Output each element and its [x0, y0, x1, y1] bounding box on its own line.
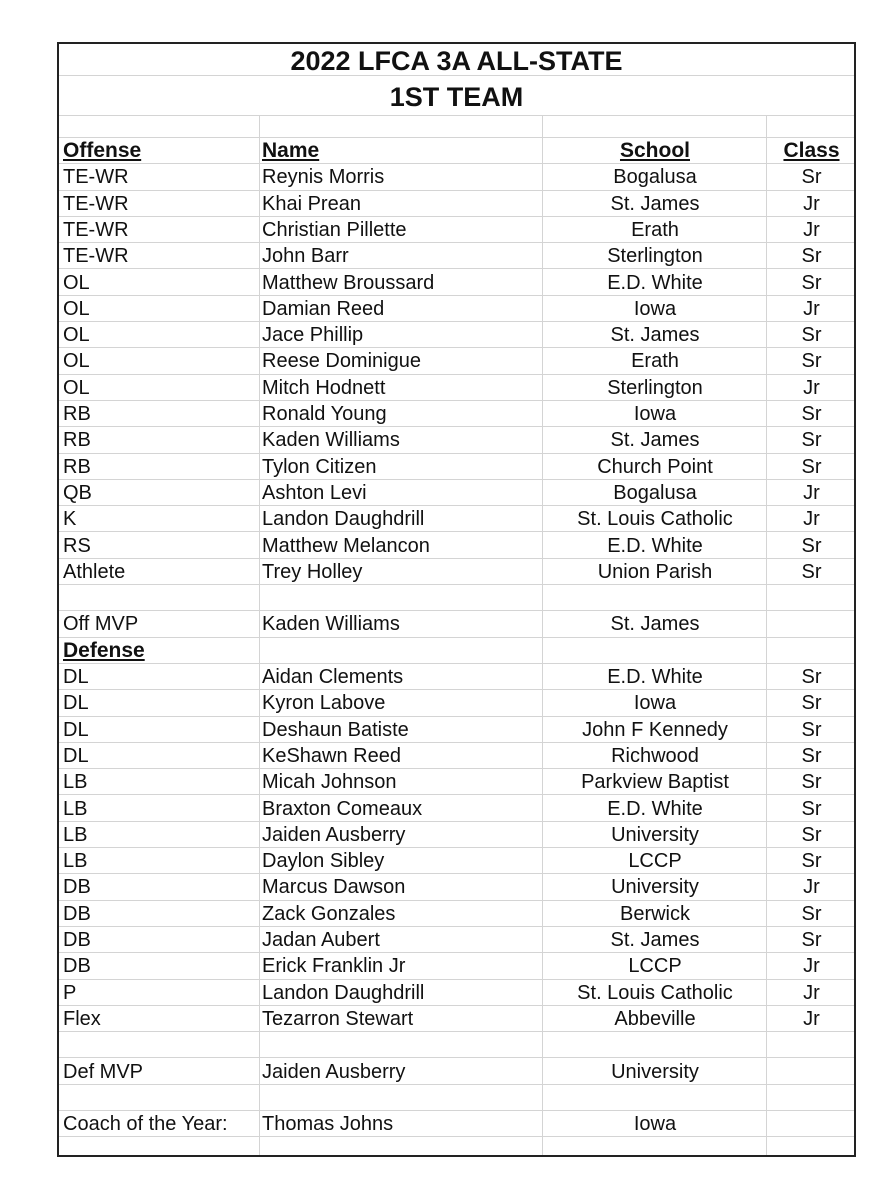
table-row	[59, 743, 854, 769]
table-row	[59, 717, 854, 743]
player-name-cell: KeShawn Reed	[262, 744, 401, 767]
defense-heading: Defense	[63, 638, 145, 662]
table-row	[59, 874, 854, 900]
spacer-row	[59, 116, 854, 138]
class-cell: Sr	[801, 771, 822, 794]
position-cell: DL	[63, 692, 89, 715]
school-cell: John F Kennedy	[582, 718, 728, 741]
table-row	[59, 559, 854, 585]
school-cell: E.D. White	[607, 666, 703, 688]
class-cell: Sr	[801, 403, 822, 425]
school-cell: St. Louis Catholic	[577, 508, 733, 531]
table-row	[59, 690, 854, 716]
table-row	[59, 322, 854, 348]
position-cell: TE-WR	[63, 192, 129, 215]
school-cell: St. Louis Catholic	[577, 981, 733, 1004]
class-cell: Jr	[803, 218, 820, 241]
class-cell: Sr	[801, 429, 822, 452]
position-cell: OL	[63, 271, 90, 294]
class-cell: Jr	[803, 876, 820, 899]
position-cell: Def MVP	[63, 1060, 144, 1083]
position-cell: Off MVP	[63, 613, 139, 636]
table-row	[59, 427, 854, 453]
class-cell: Jr	[803, 481, 820, 504]
school-cell: St. James	[610, 613, 700, 636]
player-name-cell: Reynis Morris	[262, 166, 385, 189]
position-cell: OL	[63, 350, 90, 373]
position-cell: DL	[63, 718, 89, 741]
table-row	[59, 454, 854, 480]
player-name-cell: Trey Holley	[262, 560, 363, 583]
table-row	[59, 164, 854, 190]
class-cell: Sr	[801, 929, 822, 951]
position-cell: LB	[63, 850, 88, 873]
class-cell	[767, 611, 856, 636]
player-name-cell: Jadan Aubert	[262, 929, 380, 951]
player-name-cell: Kaden Williams	[262, 429, 400, 452]
class-cell: Sr	[801, 797, 822, 820]
table-row	[59, 901, 854, 927]
player-name-cell: Zack Gonzales	[262, 902, 396, 925]
defense-header-row	[59, 638, 854, 664]
player-name-cell: John Barr	[262, 245, 349, 268]
table-row	[59, 796, 854, 822]
table-row	[59, 270, 854, 296]
position-cell: RB	[63, 403, 91, 425]
school-cell: Bogalusa	[613, 166, 697, 189]
table-row	[59, 348, 854, 374]
player-name-cell: Reese Dominigue	[262, 350, 421, 373]
school-cell: Richwood	[611, 744, 699, 767]
school-cell: Sterlington	[607, 245, 703, 268]
defense-mvp-row	[59, 1059, 854, 1085]
position-cell: OL	[63, 376, 90, 399]
position-cell: LB	[63, 797, 88, 820]
table-row	[59, 243, 854, 269]
class-cell: Jr	[803, 955, 820, 978]
position-cell: LB	[63, 771, 88, 794]
position-cell: QB	[63, 481, 92, 504]
class-cell: Sr	[801, 666, 822, 688]
class-cell: Sr	[801, 850, 822, 873]
player-name-cell: Kyron Labove	[262, 692, 386, 715]
player-name-cell: Landon Daughdrill	[262, 981, 425, 1004]
position-cell: RB	[63, 429, 91, 452]
player-name-cell: Landon Daughdrill	[262, 508, 425, 531]
school-cell: Abbeville	[614, 1007, 696, 1030]
school-cell: E.D. White	[607, 534, 703, 557]
school-cell: LCCP	[628, 850, 682, 873]
school-cell: University	[611, 1060, 699, 1083]
player-name-cell: Khai Prean	[262, 192, 361, 215]
class-cell: Sr	[801, 245, 822, 268]
school-column-header: School	[619, 139, 690, 162]
page-title: 2022 LFCA 3A ALL-STATE	[290, 46, 623, 76]
table-row	[59, 1006, 854, 1032]
table-row	[59, 769, 854, 795]
page-subtitle: 1ST TEAM	[389, 82, 524, 112]
table-row	[59, 533, 854, 559]
position-cell: DB	[63, 902, 91, 925]
table-row	[59, 191, 854, 217]
class-cell: Sr	[801, 744, 822, 767]
table-row	[59, 401, 854, 427]
table-row	[59, 664, 854, 690]
player-name-cell: Ashton Levi	[262, 481, 367, 504]
school-cell: St. James	[610, 192, 700, 215]
class-cell: Sr	[801, 902, 822, 925]
player-name-cell: Jaiden Ausberry	[262, 823, 406, 846]
table-row	[59, 848, 854, 874]
player-name-cell: Micah Johnson	[262, 771, 397, 794]
school-cell: Parkview Baptist	[581, 771, 729, 794]
class-cell: Sr	[801, 166, 822, 189]
position-cell: TE-WR	[63, 166, 129, 189]
position-cell: DB	[63, 876, 91, 899]
offense-header-row	[59, 138, 854, 164]
all-state-sheet	[57, 42, 856, 1157]
player-name-cell: Deshaun Batiste	[262, 718, 409, 741]
position-cell: DL	[63, 666, 89, 688]
school-cell: E.D. White	[607, 797, 703, 820]
class-cell: Jr	[803, 981, 820, 1004]
position-cell: Flex	[63, 1007, 101, 1030]
position-cell: TE-WR	[63, 245, 129, 268]
player-name-cell: Damian Reed	[262, 297, 385, 320]
spacer-row	[59, 1085, 854, 1111]
title-row	[59, 44, 854, 76]
table-row	[59, 480, 854, 506]
class-cell	[767, 1059, 856, 1084]
position-cell: Athlete	[63, 560, 126, 583]
class-cell: Jr	[803, 192, 820, 215]
school-cell: Iowa	[633, 692, 677, 715]
school-cell: Berwick	[619, 902, 690, 925]
player-name-cell: Tezarron Stewart	[262, 1007, 414, 1030]
position-cell: K	[63, 508, 77, 531]
class-column-header: Class	[783, 139, 840, 162]
position-cell: DL	[63, 744, 89, 767]
player-name-cell: Matthew Broussard	[262, 271, 435, 294]
class-cell: Sr	[801, 560, 822, 583]
spacer-row	[59, 1032, 854, 1058]
class-cell: Jr	[803, 508, 820, 531]
school-cell: Sterlington	[607, 376, 703, 399]
table-row	[59, 953, 854, 979]
position-cell: OL	[63, 324, 90, 347]
school-cell: St. James	[610, 429, 700, 452]
class-cell: Sr	[801, 271, 822, 294]
school-cell: Iowa	[633, 297, 677, 320]
player-name-cell: Kaden Williams	[262, 613, 400, 636]
player-name-cell: Braxton Comeaux	[262, 797, 423, 820]
class-cell: Jr	[803, 297, 820, 320]
player-name-cell: Daylon Sibley	[262, 850, 385, 873]
table-row	[59, 822, 854, 848]
subtitle-row	[59, 76, 854, 116]
table-row	[59, 980, 854, 1006]
school-cell: St. James	[610, 929, 700, 951]
school-cell: University	[611, 876, 699, 899]
school-cell: E.D. White	[607, 271, 703, 294]
position-cell: LB	[63, 823, 88, 846]
school-cell: University	[611, 823, 699, 846]
player-name-cell: Ronald Young	[262, 403, 387, 425]
class-cell: Sr	[801, 455, 822, 478]
class-cell	[767, 1111, 856, 1136]
offense-heading: Offense	[63, 139, 142, 162]
school-cell: Bogalusa	[613, 481, 697, 504]
school-cell: St. James	[610, 324, 700, 347]
class-cell: Sr	[801, 692, 822, 715]
position-cell: RS	[63, 534, 91, 557]
table-row	[59, 506, 854, 532]
class-cell: Sr	[801, 324, 822, 347]
player-name-cell: Tylon Citizen	[262, 455, 377, 478]
name-column-header: Name	[262, 139, 320, 162]
table-row	[59, 217, 854, 243]
position-cell: DB	[63, 955, 91, 978]
position-cell: P	[63, 981, 77, 1004]
table-row	[59, 296, 854, 322]
player-name-cell: Jace Phillip	[262, 324, 364, 347]
player-name-cell: Christian Pillette	[262, 218, 407, 241]
player-name-cell: Mitch Hodnett	[262, 376, 386, 399]
position-cell: DB	[63, 929, 91, 951]
position-cell: Coach of the Year:	[63, 1113, 228, 1136]
class-cell: Sr	[801, 823, 822, 846]
player-name-cell: Erick Franklin Jr	[262, 955, 406, 978]
position-cell: OL	[63, 297, 90, 320]
coach-of-year-row	[59, 1111, 854, 1137]
school-cell: Erath	[631, 350, 679, 373]
school-cell: Church Point	[597, 455, 713, 478]
class-cell: Sr	[801, 350, 822, 373]
school-cell: Iowa	[633, 403, 677, 425]
school-cell: Union Parish	[597, 560, 713, 583]
class-cell: Jr	[803, 1007, 820, 1030]
school-cell: Iowa	[633, 1113, 677, 1136]
position-cell: TE-WR	[63, 218, 129, 241]
position-cell: RB	[63, 455, 91, 478]
class-cell: Sr	[801, 534, 822, 557]
spacer-row	[59, 585, 854, 611]
player-name-cell: Marcus Dawson	[262, 876, 406, 899]
school-cell: Erath	[631, 218, 679, 241]
table-row	[59, 927, 854, 953]
offense-mvp-row	[59, 611, 854, 637]
class-cell: Sr	[801, 718, 822, 741]
school-cell: LCCP	[628, 955, 682, 978]
player-name-cell: Aidan Clements	[262, 666, 404, 688]
class-cell: Jr	[803, 376, 820, 399]
table-row	[59, 375, 854, 401]
player-name-cell: Thomas Johns	[262, 1113, 394, 1136]
player-name-cell: Jaiden Ausberry	[262, 1060, 406, 1083]
player-name-cell: Matthew Melancon	[262, 534, 430, 557]
